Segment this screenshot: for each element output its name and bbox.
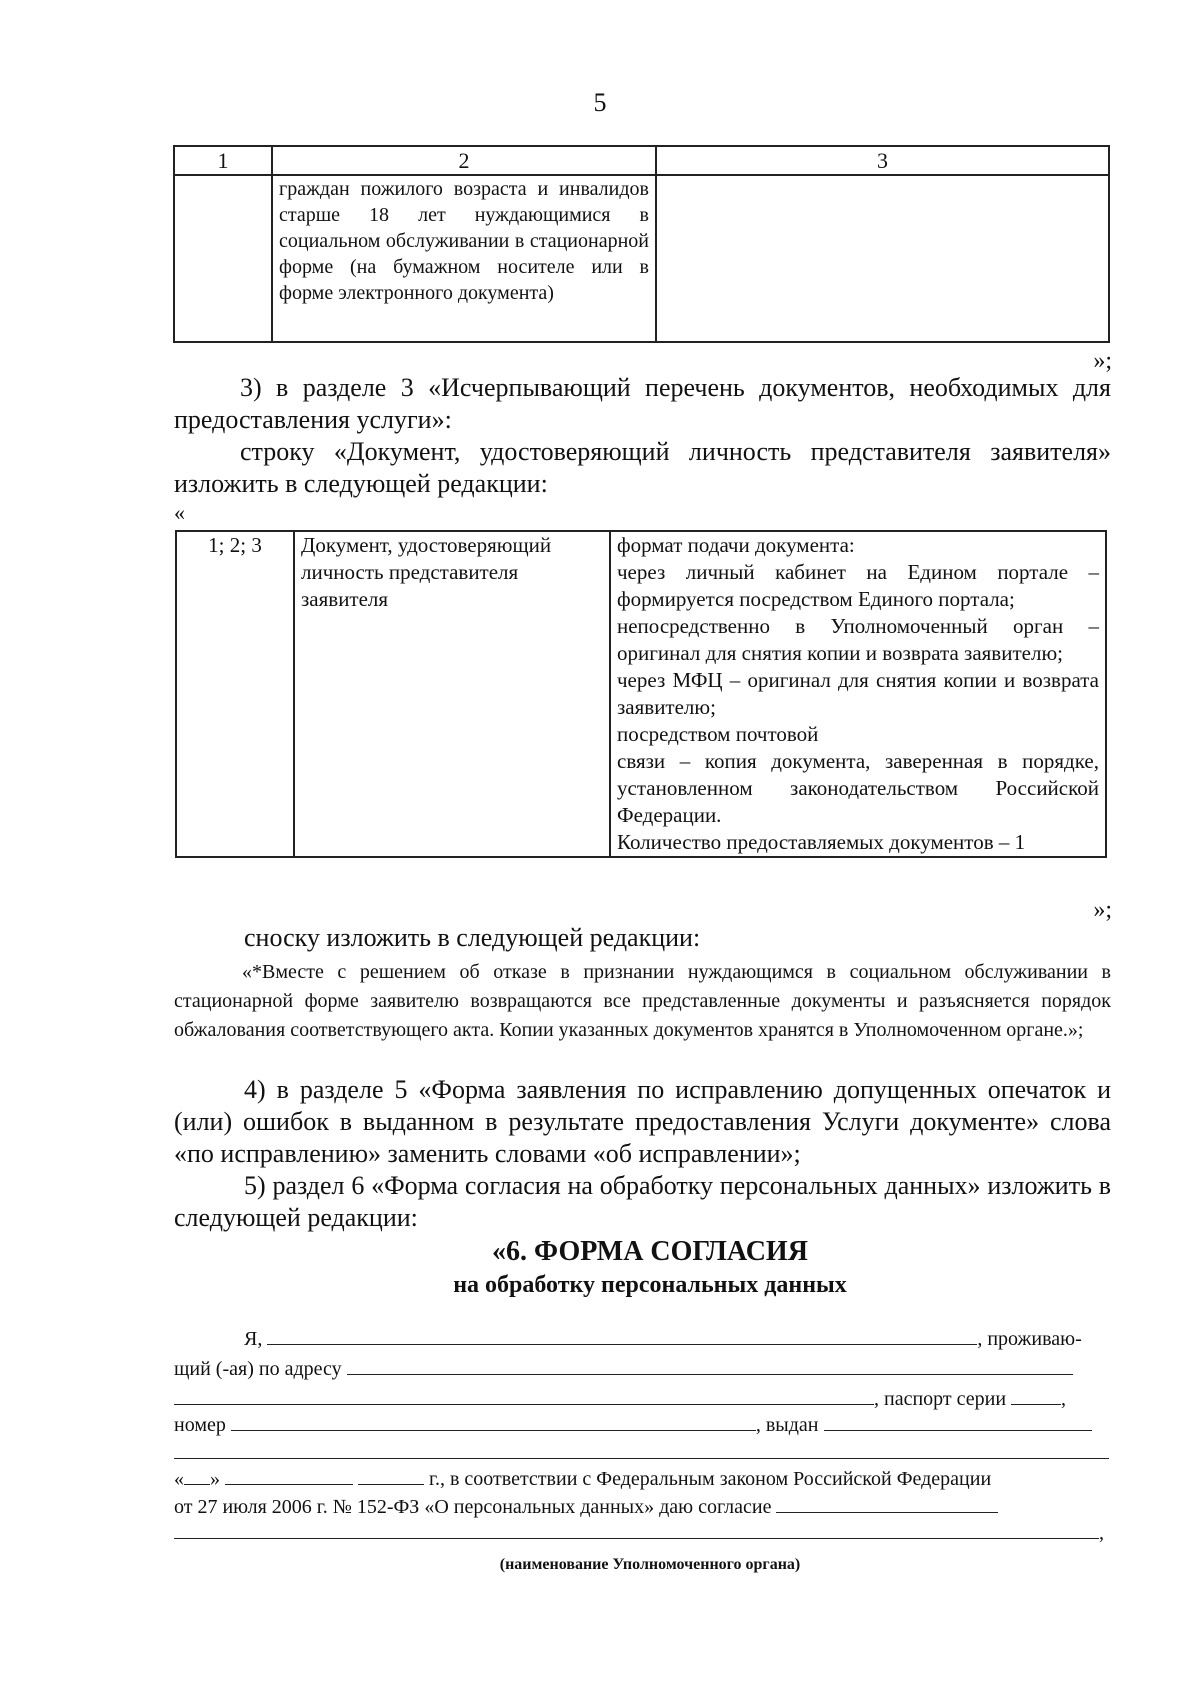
closing-quote: »; — [1093, 348, 1112, 374]
table-row — [176, 531, 1106, 857]
issued-by-field-continued[interactable] — [174, 1458, 1109, 1459]
form-label: , — [1099, 1522, 1104, 1544]
date-month-field[interactable] — [225, 1466, 353, 1485]
format-line: посредством почтовой — [617, 722, 819, 746]
paragraph-item-4: 4) в разделе 5 «Форма заявления по исправлению допущенных опечаток и (или) ошибок в выданном в результате предоставления Услуги документе» слова «по исправлению» заменить словами «об исправлении»; — [174, 1075, 1111, 1168]
form-line-law — [174, 1494, 1112, 1520]
document-row-table — [175, 530, 1107, 858]
table-cell — [174, 175, 272, 342]
form-label: , паспорт серии — [874, 1388, 1007, 1410]
page-number: 5 — [593, 88, 607, 117]
date-year-field[interactable] — [358, 1466, 424, 1485]
form-line-date — [174, 1466, 1112, 1492]
table-header-cell: 2 — [272, 146, 656, 175]
authority-caption: (наименование Уполномоченного органа) — [499, 1556, 801, 1573]
passport-series-field[interactable] — [1011, 1386, 1061, 1405]
footnote-intro: сноску изложить в следующей редакции: — [244, 923, 701, 952]
form-label: » — [210, 1468, 220, 1490]
footnote-text: «*Вместе с решением об отказе в признании нуждающимся в социальном обслуживании в стационарной форме заявителю возвращаются все представленные документы и разъясняется порядок обжалования соответствующего акта. Копии указанных документов хранятся в Уполномоченном органе.»; — [174, 961, 1111, 1041]
continuation-table — [173, 145, 1110, 343]
format-line: связи – копия документа, заверенная в порядке, установленном законодательством Российской Федерации. — [617, 749, 1099, 827]
form-label: , выдан — [755, 1414, 819, 1436]
authority-field-continued[interactable] — [174, 1520, 1099, 1539]
name-field[interactable] — [267, 1326, 977, 1345]
form-line-name — [174, 1326, 1112, 1352]
table-cell: граждан пожилого возраста и инвалидов старше 18 лет нуждающимися в социальном обслуживании в стационарной форме (на бумажном носителе или в форме электронного документа) — [272, 175, 656, 342]
format-line: через МФЦ – оригинал для снятия копии и возврата заявителю; — [617, 668, 1099, 719]
format-line: формат подачи документа: — [617, 533, 855, 557]
address-field-continued[interactable] — [174, 1386, 874, 1405]
form-line-authority — [174, 1520, 1112, 1546]
form-label: щий (-ая) по адресу — [174, 1358, 342, 1380]
form-label: , проживаю- — [977, 1328, 1082, 1350]
date-day-field[interactable] — [184, 1466, 210, 1485]
format-line: непосредственно в Уполномоченный орган – оригинал для снятия копии и возврата заявителю; — [617, 614, 1099, 665]
form-label: « — [174, 1468, 184, 1490]
form-label: Я, — [244, 1328, 263, 1350]
form-line-address — [174, 1356, 1112, 1382]
table-header-cell: 3 — [656, 146, 1109, 175]
table-cell-document: Документ, удостоверяющий личность представителя заявителя — [294, 531, 610, 857]
format-line: через личный кабинет на Едином портале – формируется посредством Единого портала; — [617, 560, 1099, 611]
form-subtitle: на обработку персональных данных — [453, 1272, 847, 1298]
form-label: г., в соответствии с Федеральным законом Российской Федерации — [429, 1468, 992, 1490]
passport-number-field[interactable] — [231, 1412, 756, 1431]
paragraph-item-5: 5) раздел 6 «Форма согласия на обработку персональных данных» изложить в следующей редакции: — [174, 1171, 1111, 1232]
table-cell-sections: 1; 2; 3 — [176, 531, 294, 857]
issued-by-field[interactable] — [824, 1412, 1092, 1431]
table-cell — [656, 175, 1109, 342]
table-header-row — [174, 146, 1109, 175]
address-field[interactable] — [347, 1356, 1073, 1375]
paragraph-item-3: 3) в разделе 3 «Исчерпывающий перечень документов, необходимых для предоставления услуги»: — [174, 373, 1111, 434]
form-label: номер — [174, 1414, 226, 1436]
form-line-passport — [174, 1386, 1112, 1412]
form-title: «6. ФОРМА СОГЛАСИЯ — [492, 1236, 808, 1267]
format-line: Количество предоставляемых документов – 1 — [617, 830, 1026, 854]
table-cell-format — [610, 531, 1106, 857]
paragraph-item-3-row: строку «Документ, удостоверяющий личность представителя заявителя» изложить в следующей редакции: — [174, 437, 1111, 498]
form-label: , — [1061, 1388, 1067, 1410]
opening-quote: « — [174, 500, 185, 525]
closing-quote: »; — [1093, 897, 1112, 923]
form-line-number — [174, 1412, 1112, 1438]
table-header-cell: 1 — [174, 146, 272, 175]
table-row — [174, 175, 1109, 342]
form-label: от 27 июля 2006 г. № 152-ФЗ «О персональных данных» даю согласие — [174, 1496, 772, 1518]
authority-field[interactable] — [776, 1494, 998, 1513]
